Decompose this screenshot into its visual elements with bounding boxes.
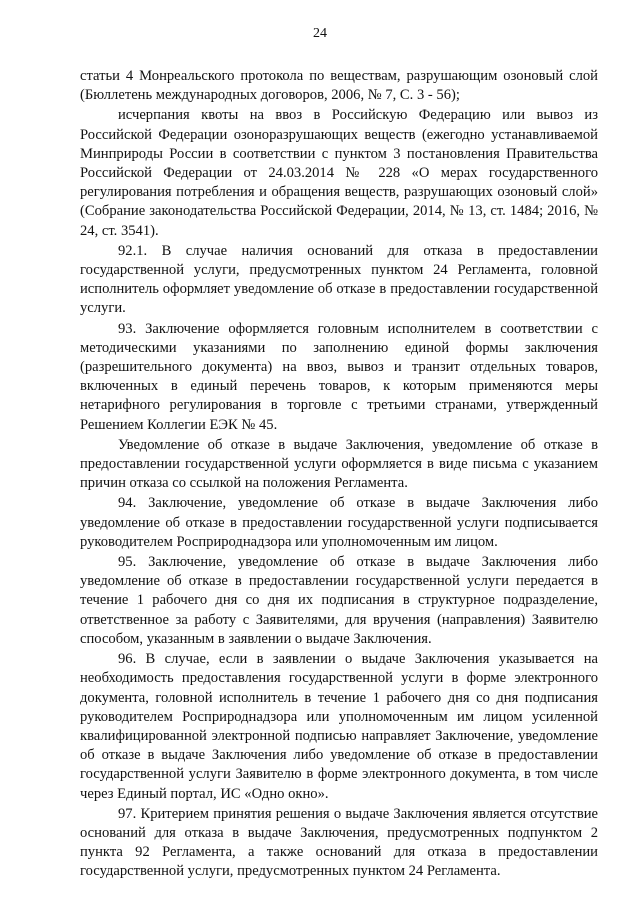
paragraph-92-1: 92.1. В случае наличия оснований для отказа в предоставлении государственной услуги, предусмотренных пунктом 24 Регламента, головной исполнитель оформляет уведомление об отказе в предоставлении государственной услуги. bbox=[80, 242, 598, 317]
paragraph-96: 96. В случае, если в заявлении о выдаче Заключения указывается на необходимость предоставления государственной услуги в форме электронного документа, головной исполнитель в течение 1 рабочего дня со дня подписания руководителем Росприроднадзора или уполномоченным им лицом усиленной квалифицированной электронной подписью направляет Заключение, уведомление об отказе в выдаче Заключения либо уведомление об отказе в предоставлении государственной услуги Заявителю в форме электронного документа, в том числе через Единый портал, ИС «Одно окно». bbox=[80, 651, 598, 802]
document-body bbox=[80, 67, 598, 883]
paragraph-94: 94. Заключение, уведомление об отказе в выдаче Заключения либо уведомление об отказе в предоставлении государственной услуги подписывается руководителем Росприроднадзора или уполномоченным им лицом. bbox=[80, 495, 598, 550]
paragraph-93: 93. Заключение оформляется головным исполнителем в соответствии с методическими указаниями по заполнению единой формы заключения (разрешительного документа) на ввоз, вывоз и транзит отдельных товаров, включенных в единый перечень товаров, к которым применяются меры нетарифного регулирования в торговле с третьими странами, утвержденный Решением Коллегии ЕЭК № 45. bbox=[80, 320, 598, 433]
paragraph-refusal-notice: Уведомление об отказе в выдаче Заключения, уведомление об отказе в предоставлении государственной услуги оформляется в виде письма с указанием причин отказа со ссылкой на положения Регламента. bbox=[80, 436, 598, 492]
paragraph-article-4-montreal: статьи 4 Монреальского протокола по веществам, разрушающим озоновый слой (Бюллетень международных договоров, 2006, № 7, С. 3 - 56); bbox=[80, 68, 598, 104]
paragraph-95: 95. Заключение, уведомление об отказе в выдаче Заключения либо уведомление об отказе в предоставлении государственной услуги передается в течение 1 рабочего дня со дня их подписания в структурное подразделение, ответственное за работу с Заявителями, для вручения (направления) Заявителю способом, указанным в заявлении о выдаче Заключения. bbox=[80, 554, 598, 647]
paragraph-97: 97. Критерием принятия решения о выдаче Заключения является отсутствие оснований для отказа в выдаче Заключения, предусмотренных подпунктом 2 пункта 92 Регламента, а также оснований для отказа в предоставлении государственной услуги, предусмотренных пунктом 24 Регламента. bbox=[80, 805, 598, 880]
page-number: 24 bbox=[313, 26, 327, 41]
paragraph-quota-exhaustion: исчерпания квоты на ввоз в Российскую Федерацию или вывоз из Российской Федерации озоноразрушающих веществ (ежегодно устанавливаемой Минприроды России в соответствии с пунктом 3 постановления Правительства Российской Федерации от 24.03.2014 № 228 «О мерах государственного регулирования потребления и обращения веществ, разрушающих озоновый слой» (Собрание законодательства Российской Федерации, 2014, № 13, ст. 1484; 2016, № 24, ст. 3541). bbox=[80, 107, 598, 239]
